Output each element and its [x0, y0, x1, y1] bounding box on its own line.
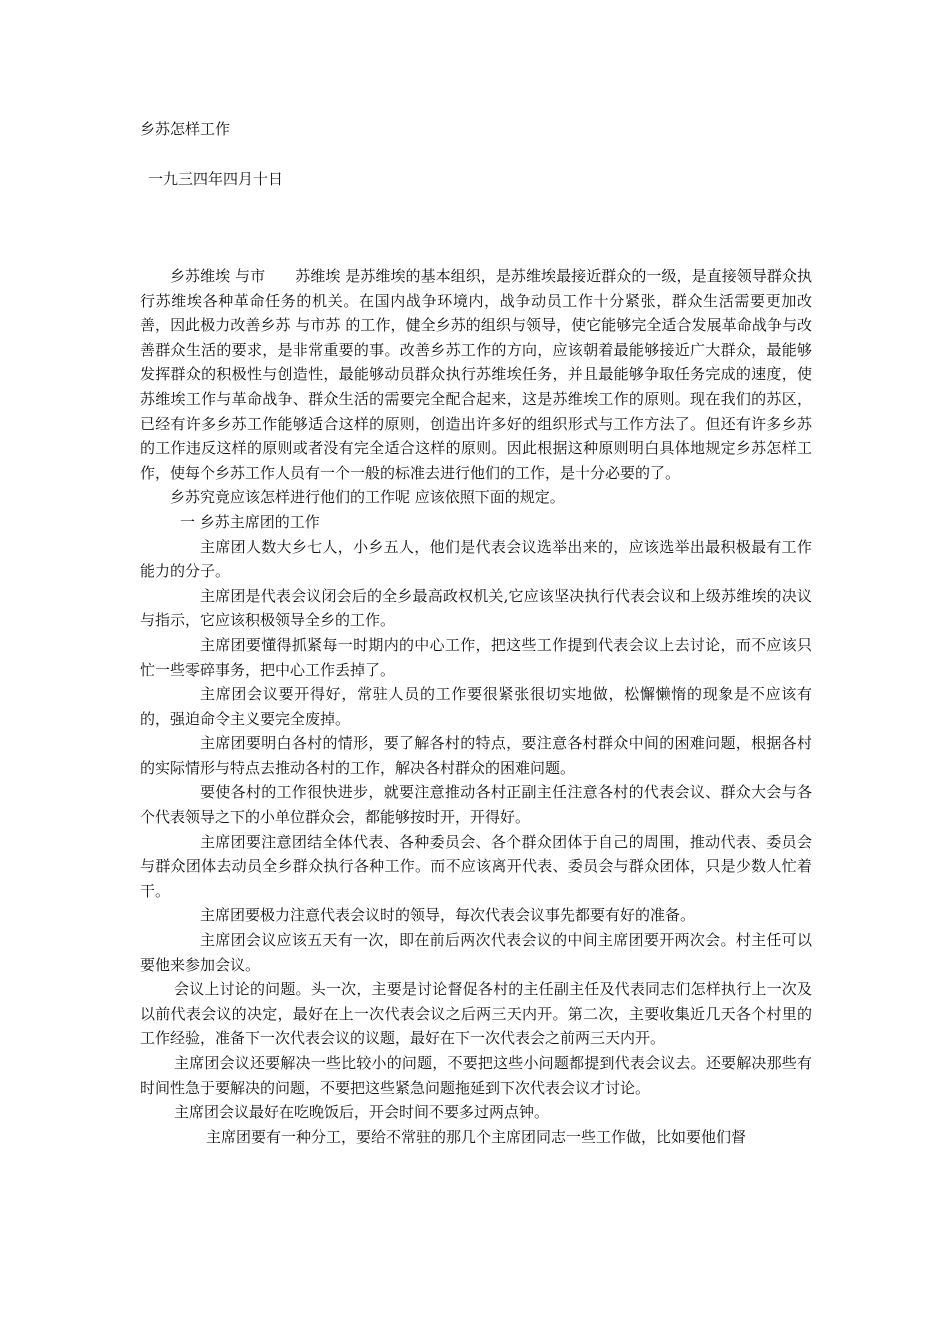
tail-paragraph: 主席团要有一种分工，要给不常驻的那几个主席团同志一些工作做，比如要他们督 [206, 1127, 747, 1146]
tail-paragraph: 主席团会议最好在吃晚饭后，开会时间不要多过两点钟。 [174, 1103, 550, 1122]
section-paragraph: 主席团人数大乡七人，小乡五人，他们是代表会议选举出来的，应该选举出最积极最有工作能力的分子。 [140, 537, 812, 581]
tail-paragraph: 会议上讨论的问题。头一次，主要是讨论督促各村的主任副主任及代表同志们怎样执行上一次及以前代表会议的决定，最好在上一次代表会议之后两三天内开。第二次，主要收集近几天各个村里的工作经验，准备下一次代表会议的议题，最好在下一次代表会之前两三天内开。 [140, 980, 812, 1048]
section-paragraph: 主席团会议要开得好，常驻人员的工作要很紧张很切实地做，松懈懒惰的现象是不应该有的，强迫命令主义要完全废掉。 [140, 685, 812, 728]
section-paragraph: 主席团要极力注意代表会议时的领导，每次代表会议事先都要有好的准备。 [200, 906, 696, 925]
section-paragraph: 主席团要懂得抓紧每一时期内的中心工作，把这些工作提到代表会议上去讨论，而不应该只忙一些零碎事务，把中心工作丢掉了。 [140, 635, 812, 679]
section-paragraph: 主席团会议应该五天有一次，即在前后两次代表会议的中间主席团要开两次会。村主任可以要他来参加会议。 [140, 931, 812, 974]
document-title: 乡苏怎样工作 [140, 120, 231, 138]
intro-paragraph-1: 乡苏维埃 与市 苏维埃 是苏维埃的基本组织，是苏维埃最接近群众的一级，是直接领导群众执行苏维埃各种革命任务的机关。在国内战争环境内，战争动员工作十分紧张，群众生活需要更加改善，因此极力改善乡苏 与市苏 的工作，健全乡苏的组织与领导，使它能够完全适合发展革命战争与改善群众生活的要求，是非常重要的事。改善乡苏工作的方向，应该朝着最能够接近广大群众，最能够发挥群众的积极性与创造性，最能够动员群众执行苏维埃任务，并且最能够争取任务完成的速度，使苏维埃工作与革命战争、群众生活的需要完全配合起来，这是苏维埃工作的原则。现在我们的苏区，已经有许多乡苏工作能够适合这样的原则，创造出许多好的组织形式与工作方法了。但还有许多乡苏的工作违反这样的原则或者没有完全适合这样的原则。因此根据这种原则明白具体地规定乡苏怎样工作，使每个乡苏工作人员有一个一般的标准去进行他们的工作，是十分必要的了。 [140, 267, 812, 482]
section-paragraph: 要使各村的工作很快进步，就要注意推动各村正副主任注意各村的代表会议、群众大会与各个代表领导之下的小单位群众会，都能够按时开，开得好。 [140, 783, 812, 827]
intro-paragraph-2: 乡苏究竟应该怎样进行他们的工作呢 应该依照下面的规定。 [170, 488, 565, 507]
document-body [140, 264, 812, 1149]
document-date: 一九三四年四月十日 [148, 170, 284, 188]
section-heading: 一 乡苏主席团的工作 [180, 512, 320, 531]
section-paragraph: 主席团要明白各村的情形，要了解各村的特点，要注意各村群众中间的困难问题，根据各村的实际情形与特点去推动各村的工作，解决各村群众的困难问题。 [140, 734, 812, 777]
section-paragraph: 主席团要注意团结全体代表、各种委员会、各个群众团体于自己的周围，推动代表、委员会与群众团体去动员全乡群众执行各种工作。而不应该离开代表、委员会与群众团体，只是少数人忙着干。 [140, 832, 812, 900]
tail-paragraph: 主席团会议还要解决一些比较小的问题，不要把这些小问题都提到代表会议去。还要解决那些有时间性急于要解决的问题，不要把这些紧急问题拖延到下次代表会议才讨论。 [140, 1054, 812, 1097]
section-paragraph: 主席团是代表会议闭会后的全乡最高政权机关,它应该坚决执行代表会议和上级苏维埃的决议与指示，它应该积极领导全乡的工作。 [140, 586, 812, 630]
